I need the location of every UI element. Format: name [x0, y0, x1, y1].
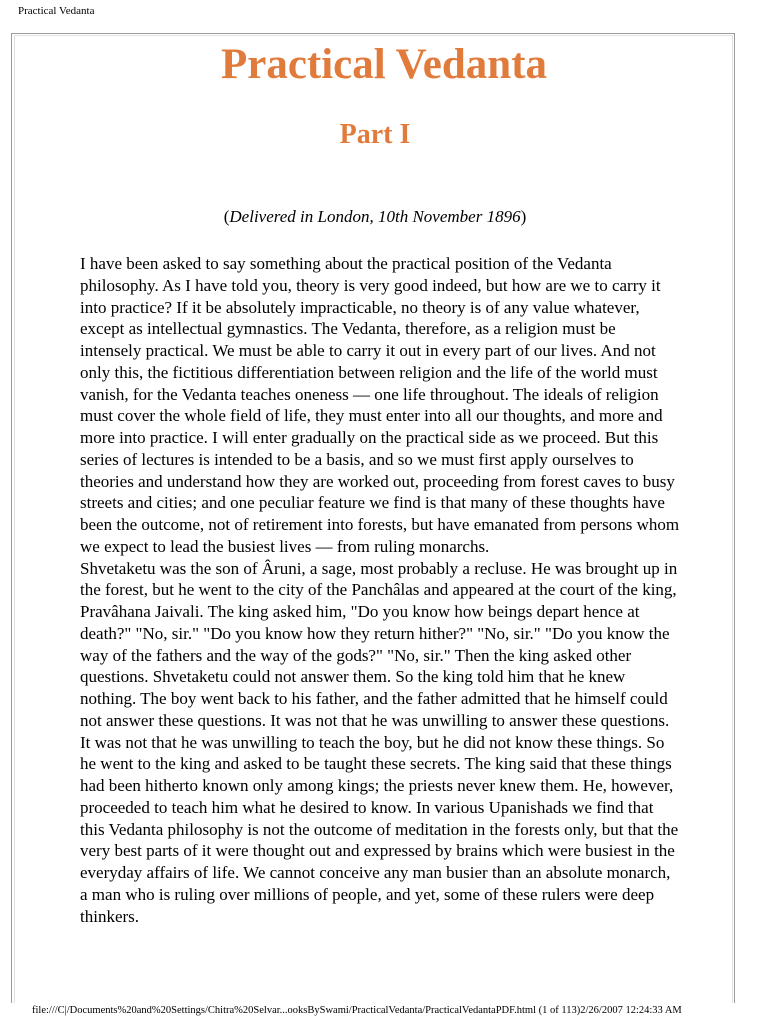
paragraph: Shvetaketu was the son of Âruni, a sage, most probably a recluse. He was brought up in the forest, but he went to the city of the Panchâlas and appeared at the court of the king, Pravâhana Jaivali. The king asked him, "Do you know how beings depart hence at death?" "No, sir." "Do you know how they return hither?" "No, sir." "Do you know the way of the fathers and the way of the gods?" "No, sir." Then the king asked other questions. Shvetaketu could not answer them. So the king told him that he knew nothing. The boy went back to his father, and the father admitted that he himself could not answer these questions. It was not that he was unwilling to answer these questions. It was not that he was unwilling to teach the boy, but he did not know these things. So he went to the king and asked to be taught these secrets. The king said that these things had been hitherto known only among kings; the priests never knew them. He, however, proceeded to teach him what he desired to know. In various Upanishads we find that this Vedanta philosophy is not the outcome of meditation in the forests only, but that the very best parts of it were thought out and expressed by brains which were busiest in the everyday affairs of life. We cannot conceive any man busier than an absolute monarch, a man who is ruling over millions of people, and yet, some of these rulers were deep thinkers. [80, 558, 679, 926]
page-footer-file-path: file:///C|/Documents%20and%20Settings/Chitra%20Selvar...ooksBySwami/PracticalVedanta/PracticalVedantaPDF.html (1 of 113)2/26/2007 12:24:33 AM [32, 1005, 682, 1016]
delivery-note-close-paren: ) [520, 207, 527, 226]
delivery-note [0, 206, 750, 228]
paragraph: I have been asked to say something about the practical position of the Vedanta philosophy. As I have told you, theory is very good indeed, but how are we to carry it into practice? If it be absolutely impracticable, no theory is of any value whatever, except as intellectual gymnastics. The Vedanta, therefore, as a religion must be intensely practical. We must be able to carry it out in every part of our lives. And not only this, the fictitious differentiation between religion and the life of the world must vanish, for the Vedanta teaches oneness — one life throughout. The ideals of religion must cover the whole field of life, they must enter into all our thoughts, and more and more into practice. I will enter gradually on the practical side as we proceed. But this series of lectures is intended to be a basis, and so we must first apply ourselves to theories and understand how they are worked out, proceeding from forest caves to busy streets and cities; and one peculiar feature we find is that many of these thoughts have been the outcome, not of retirement into forests, but have emanated from persons whom we expect to lead the busiest lives — from ruling monarchs. [80, 254, 680, 556]
document-subtitle: Part I [339, 119, 411, 150]
delivery-note-open-paren: ( [223, 207, 230, 226]
document-title: Practical Vedanta [220, 41, 548, 88]
lecture-body [80, 253, 680, 927]
delivery-note-text: Delivered in London, 10th November 1896 [229, 207, 521, 226]
page-header-title: Practical Vedanta [18, 5, 95, 17]
